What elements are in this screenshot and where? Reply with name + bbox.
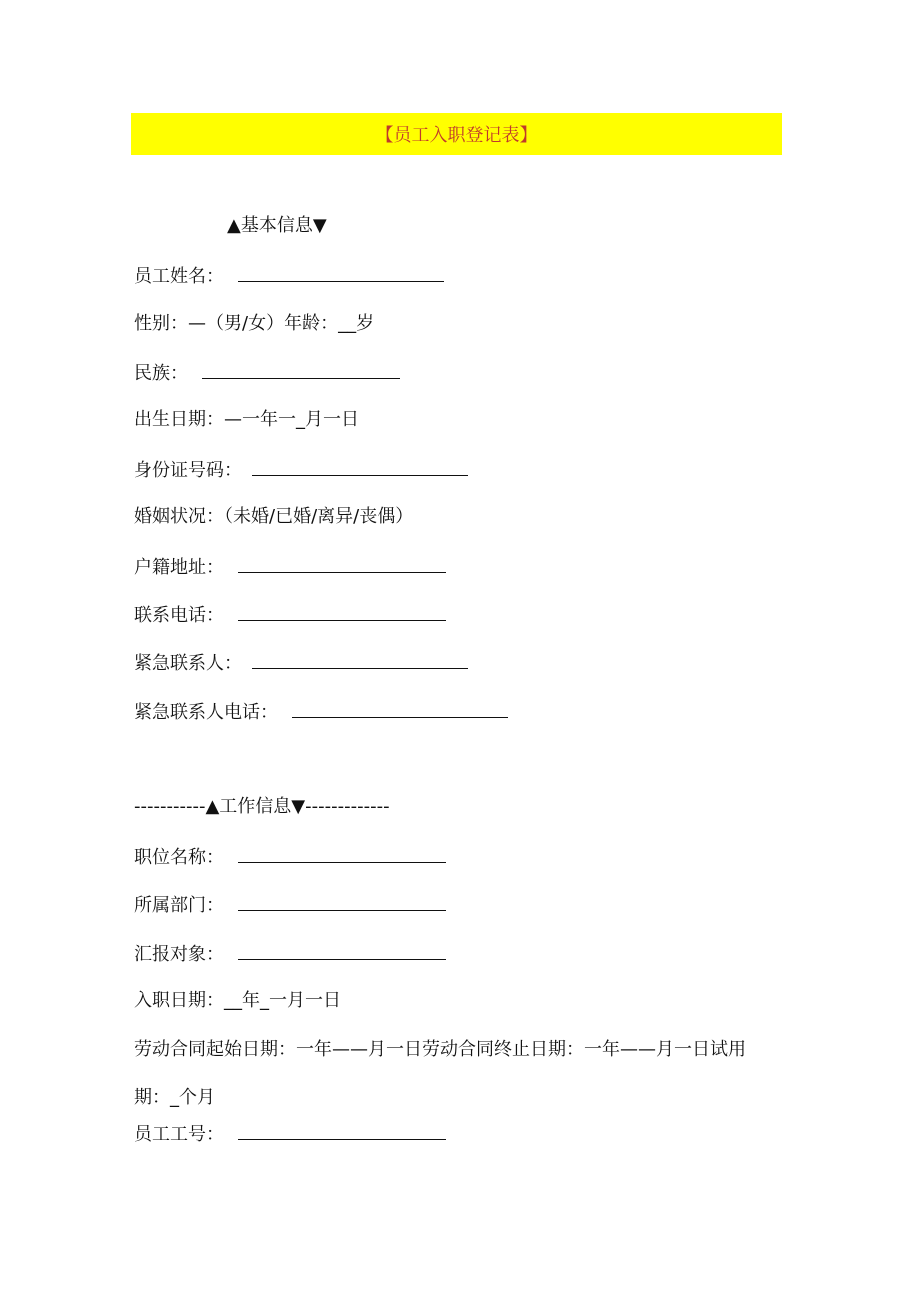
age-unit: 岁 [356, 313, 375, 334]
name-label: 员工姓名： [134, 266, 224, 287]
basic-info-heading: ▲基本信息▼ [227, 215, 327, 236]
id-number-row [134, 457, 468, 483]
birth-date-row[interactable]: 出生日期：—一年一_月一日 [134, 409, 359, 430]
address-field[interactable] [238, 554, 446, 573]
address-label: 户籍地址： [134, 557, 224, 578]
ethnicity-field[interactable] [202, 360, 400, 379]
report-to-label: 汇报对象： [134, 944, 224, 965]
emergency-contact-field[interactable] [252, 650, 468, 669]
employee-id-label: 员工工号： [134, 1124, 224, 1145]
department-row [134, 892, 446, 918]
report-to-row [134, 941, 446, 967]
emergency-contact-row [134, 650, 468, 676]
emergency-phone-field[interactable] [292, 699, 508, 718]
ethnicity-row [134, 360, 400, 386]
phone-row [134, 602, 446, 628]
department-field[interactable] [238, 892, 446, 911]
employee-id-row [134, 1121, 446, 1147]
employee-id-field[interactable] [238, 1121, 446, 1140]
position-row [134, 844, 446, 870]
gender-age-row [134, 312, 374, 336]
ethnicity-label: 民族： [134, 363, 188, 384]
id-number-label: 身份证号码： [134, 460, 242, 481]
name-field[interactable] [238, 263, 444, 282]
report-to-field[interactable] [238, 941, 446, 960]
probation-row[interactable]: 期：_个月 [134, 1087, 215, 1108]
position-label: 职位名称： [134, 847, 224, 868]
address-row [134, 554, 446, 580]
contract-dates-row[interactable]: 劳动合同起始日期：一年——月一日劳动合同终止日期：一年——月一日试用 [134, 1039, 746, 1060]
phone-label: 联系电话： [134, 605, 224, 626]
title-banner [131, 113, 782, 155]
department-label: 所属部门： [134, 895, 224, 916]
phone-field[interactable] [238, 602, 446, 621]
work-info-heading: -----------▲工作信息▼------------- [134, 796, 390, 817]
emergency-phone-row [134, 699, 508, 725]
form-title: 【员工入职登记表】 [375, 125, 538, 146]
emergency-contact-label: 紧急联系人： [134, 653, 242, 674]
id-number-field[interactable] [252, 457, 468, 476]
name-row [134, 263, 444, 289]
gender-age-label: 性别：—（男/女）年龄： [134, 313, 339, 334]
position-field[interactable] [238, 844, 446, 863]
age-blank[interactable]: __ [338, 313, 357, 334]
emergency-phone-label: 紧急联系人电话： [134, 702, 278, 723]
start-date-row[interactable]: 入职日期：__年_一月一日 [134, 990, 341, 1011]
marital-status-row[interactable]: 婚姻状况：（未婚/已婚/离异/丧偶） [134, 506, 414, 527]
